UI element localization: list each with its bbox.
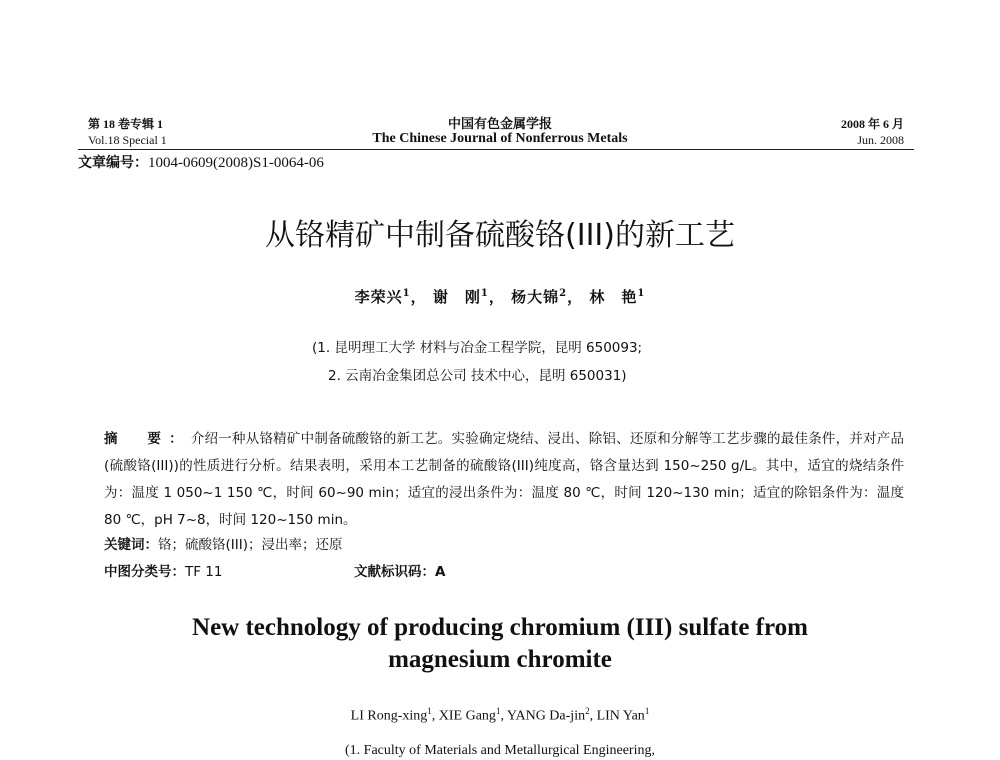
affiliation-en-1: (1. Faculty of Materials and Metallurgical Engineering,: [345, 743, 655, 758]
author-separator: ，: [410, 288, 427, 306]
author-en: YANG Da-jin: [506, 708, 586, 724]
clc-value: TF 11: [185, 564, 223, 580]
author-affil-sup: 1: [402, 288, 411, 299]
abstract-label: 摘 要：: [104, 431, 191, 447]
author-affil-sup: 1: [480, 288, 489, 299]
author-en: LIN Yan: [596, 708, 645, 724]
author-affil-sup: 2: [559, 288, 568, 299]
author-en: LI Rong-xing: [350, 708, 428, 724]
document-code-value: A: [435, 564, 446, 580]
clc-number: [104, 560, 222, 580]
article-number-value: 1004-0609(2008)S1-0064-06: [148, 155, 324, 171]
author-affil-sup: 2: [585, 706, 590, 716]
issue-date-en: Jun. 2008: [857, 133, 904, 147]
document-code: [354, 560, 445, 580]
title-en: [0, 612, 1000, 676]
author-separator: ，: [488, 288, 505, 306]
volume-cn: 第 18 卷专辑 1: [88, 117, 164, 131]
title-cn: 从铬精矿中制备硫酸铬(III)的新工艺: [265, 218, 735, 253]
keywords-label: 关键词：: [104, 537, 158, 553]
author-cn: 李荣兴: [354, 288, 403, 306]
affiliation-cn-1: (1. 昆明理工大学 材料与冶金工程学院，昆明 650093;: [312, 340, 643, 356]
issue-date-cn: 2008 年 6 月: [840, 117, 904, 131]
author-affil-sup: 1: [427, 706, 432, 716]
journal-name-en: The Chinese Journal of Nonferrous Metals: [372, 131, 628, 146]
author-cn: 林 艳: [589, 288, 638, 306]
clc-label: 中图分类号：: [104, 564, 185, 580]
author-cn: 杨大锦: [511, 288, 560, 306]
volume-en: Vol.18 Special 1: [88, 133, 167, 147]
header-rule: [78, 149, 914, 150]
document-code-label: 文献标识码：: [354, 564, 435, 580]
author-cn: 谢 刚: [432, 288, 481, 306]
author-en: XIE Gang: [438, 708, 496, 724]
author-affil-sup: 1: [637, 288, 646, 299]
author-affil-sup: 1: [495, 706, 501, 716]
abstract-text: 介绍一种从铬精矿中制备硫酸铬的新工艺。实验确定烧结、浸出、除铝、还原和分解等工艺步骤的最佳条件，并对产品(硫酸铬(III))的性质进行分析。结果表明，采用本工艺制备的硫酸铬(III)纯度高，铬含量达到 150~250 g/L。其中，适宜的烧结条件为：温度 1 050~1 150 ℃，时间 60~90 min；适宜的浸出条件为：温度 80 ℃，时间 120~130 min；适宜的除铝条件为：温度 80 ℃，pH 7~8，时间 120~150 min。: [104, 431, 905, 528]
affiliation-cn-2: 2. 云南冶金集团总公司 技术中心，昆明 650031): [328, 368, 627, 384]
authors-cn: [0, 286, 1000, 307]
abstract-cn: [104, 426, 904, 534]
journal-name-cn: 中国有色金属学报: [447, 117, 552, 132]
author-affil-sup: 1: [644, 706, 650, 716]
authors-en: LI Rong-xing$^1$, XIE Gang$^1$, YANG Da-jin$^2$, LIN Yan$^1$: [350, 706, 650, 724]
author-separator: ，: [567, 288, 584, 306]
keywords-text: 铬；硫酸铬(III)；浸出率；还原: [158, 537, 343, 553]
article-number: [78, 152, 324, 172]
title-en-text: New technology of producing chromium (III) sulfate from magnesium chromite: [192, 614, 808, 673]
keywords-cn: [104, 533, 342, 553]
article-number-label: 文章编号：: [78, 155, 148, 171]
